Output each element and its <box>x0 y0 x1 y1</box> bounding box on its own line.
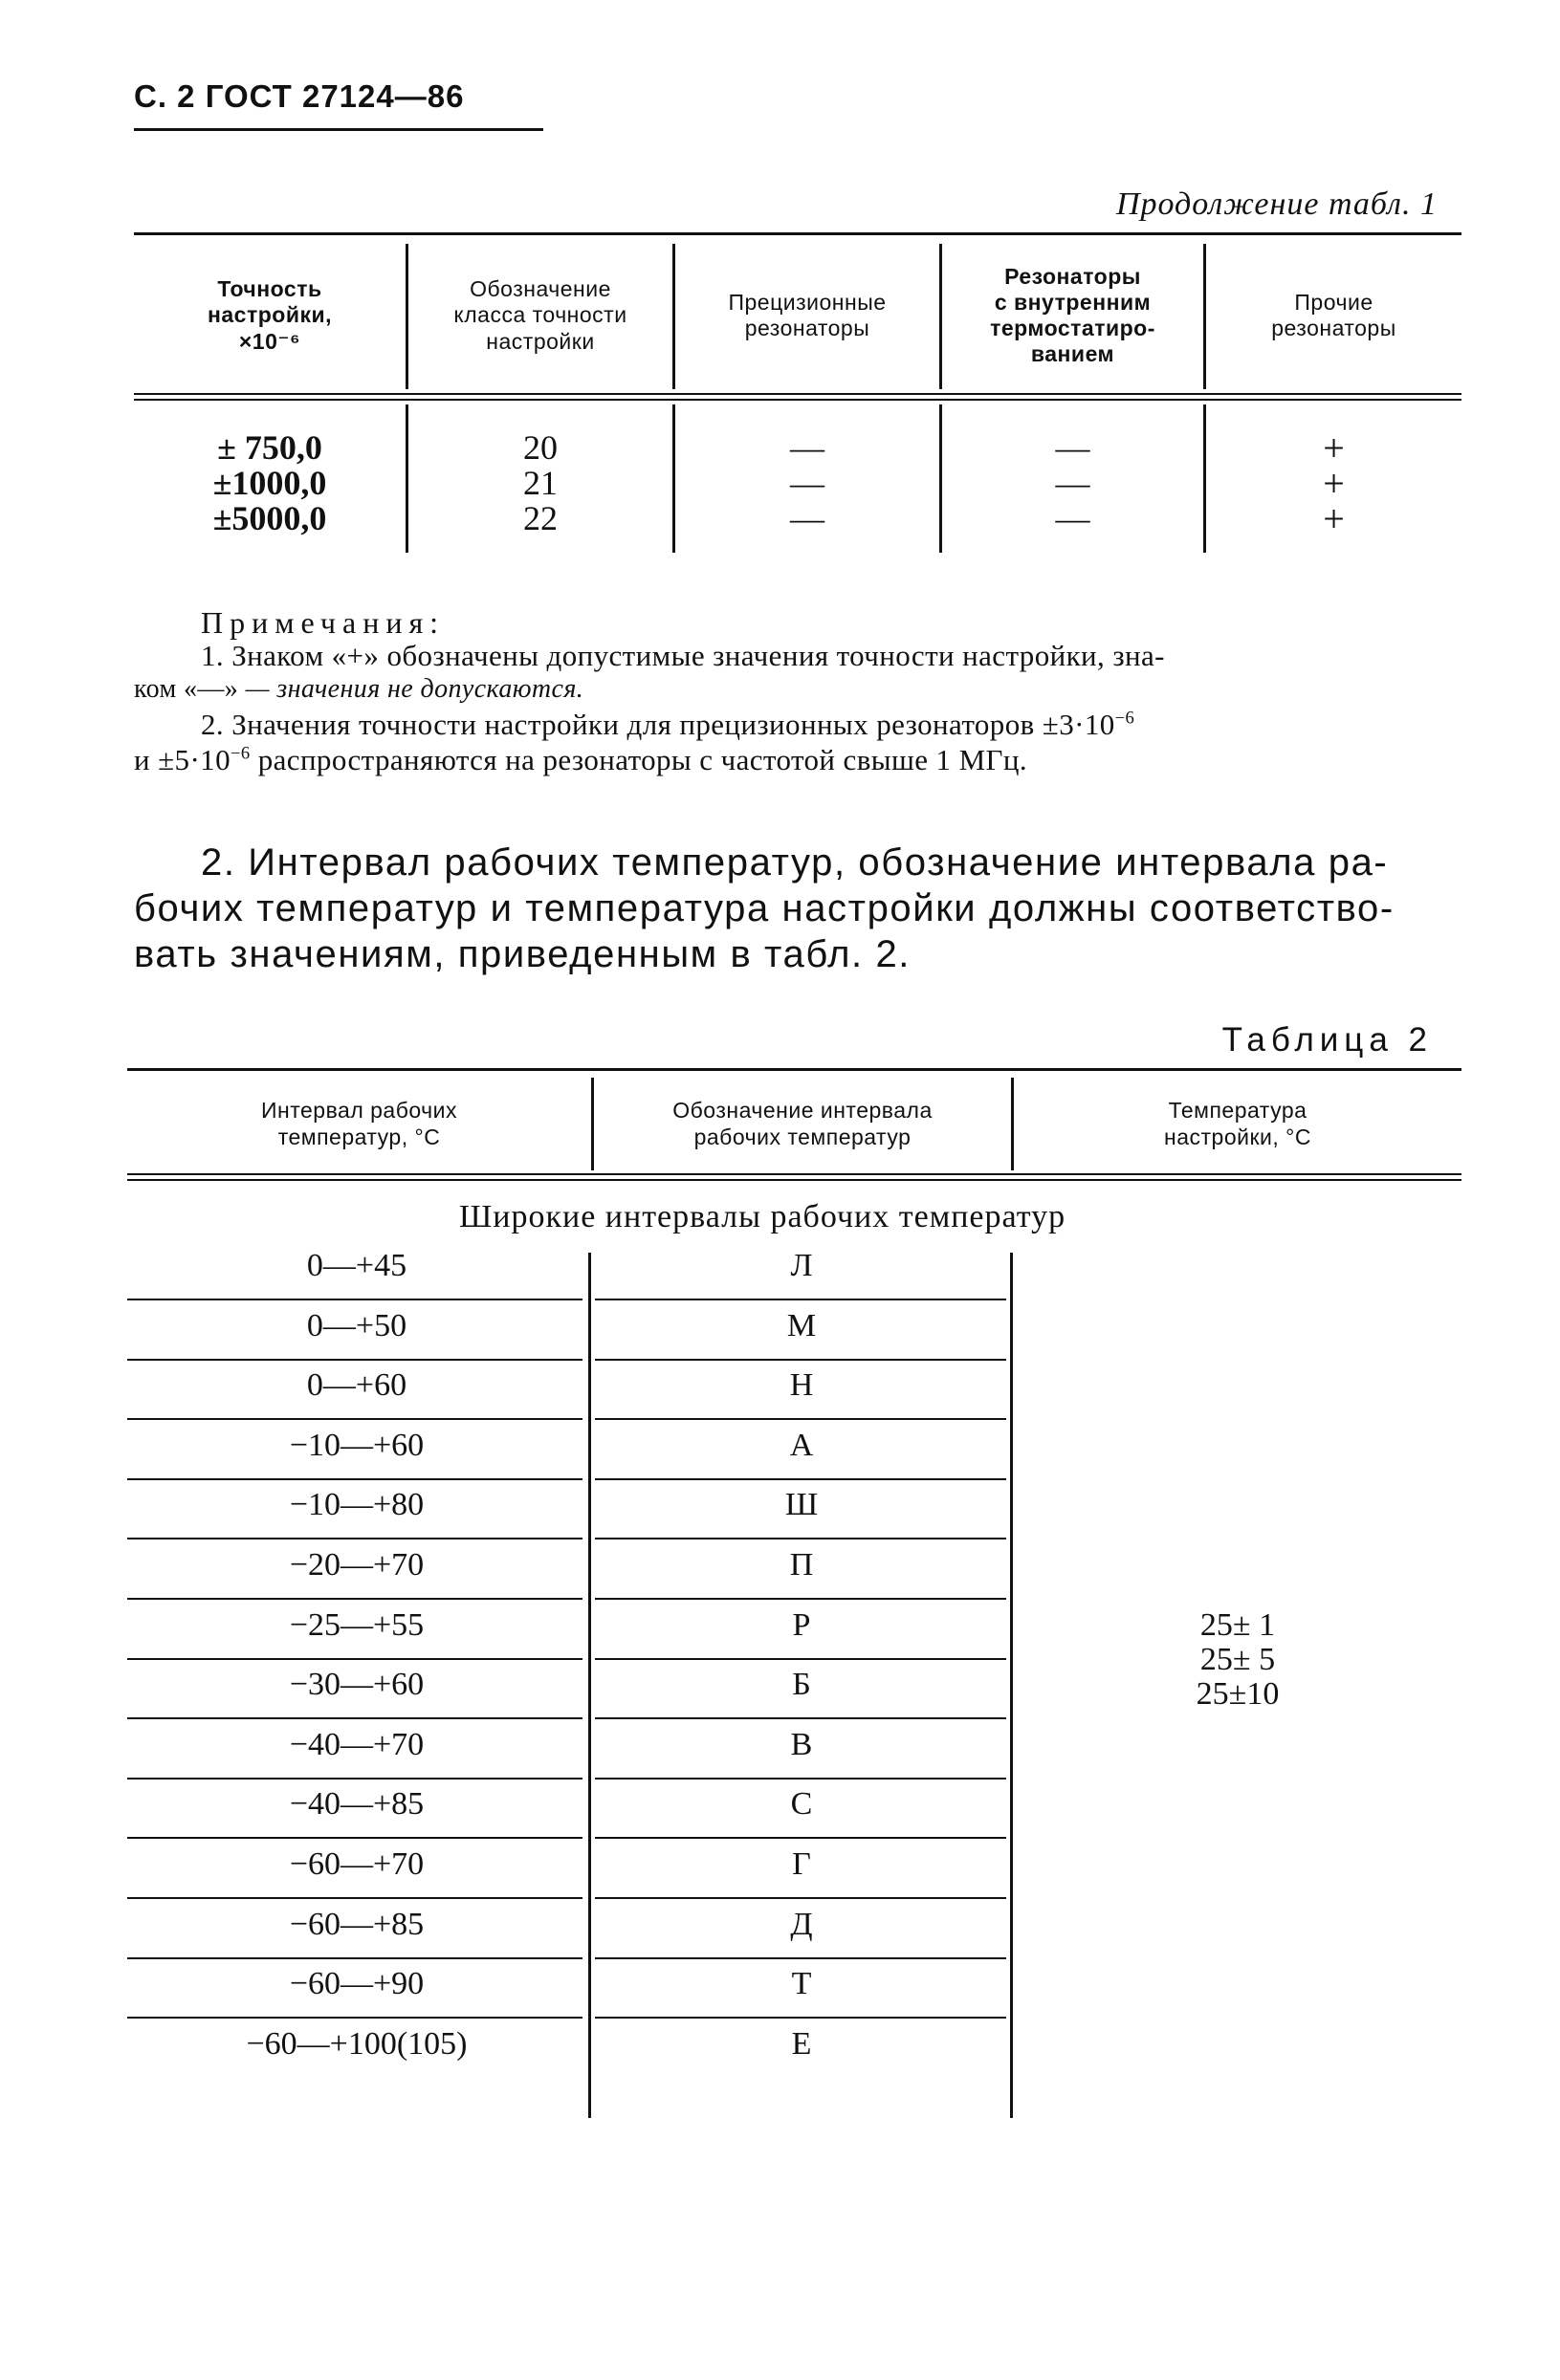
note-1-line-2: ком «—» — значения не допускаются. <box>134 674 584 704</box>
table-cell: −30—+60 <box>289 1667 425 1703</box>
table-row-separator <box>595 1598 1006 1600</box>
table1-header-rule-2 <box>134 399 1461 401</box>
table-cell: 21 <box>523 464 558 502</box>
note-1-line-1: 1. Знаком «+» обозначены допустимые значения точности настройки, зна- <box>201 639 1165 672</box>
notes-title: Примечания: <box>201 605 446 640</box>
table-cell: + <box>1323 497 1345 540</box>
table-cell: А <box>789 1427 814 1463</box>
table-cell: П <box>789 1547 814 1583</box>
table1-col-accuracy-values <box>134 430 406 536</box>
table2-col-tuning-header: Температура настройки, °С <box>1164 1098 1311 1149</box>
table1-col-thermostat-values <box>942 430 1203 536</box>
table-row-separator <box>127 1957 582 1959</box>
table-row-separator <box>595 1359 1006 1361</box>
table2-body-vline-2 <box>1010 1253 1013 2118</box>
table1-col-class-values <box>408 430 672 536</box>
table2-group-title: Широкие интервалы рабочих температур <box>459 1199 1066 1234</box>
table2-top-rule <box>127 1068 1461 1071</box>
page-header: С. 2 ГОСТ 27124—86 <box>134 78 465 114</box>
table-cell: −20—+70 <box>289 1547 425 1583</box>
table-row-separator <box>595 1538 1006 1539</box>
table-row-separator <box>127 1717 582 1719</box>
table-cell: Т <box>791 1966 812 2002</box>
table-row-separator <box>595 1299 1006 1300</box>
table1-col-other-header: Прочие резонаторы <box>1271 289 1396 340</box>
table-row-separator <box>595 1418 1006 1420</box>
table-row-separator <box>127 1359 582 1361</box>
table-cell: 20 <box>523 428 558 467</box>
table-cell: −60—+70 <box>289 1846 425 1882</box>
table-cell: 0—+45 <box>306 1248 407 1283</box>
header-rule <box>134 128 543 131</box>
table-cell: — <box>790 428 824 467</box>
table-cell: + <box>1323 462 1345 505</box>
table-cell: Г <box>792 1846 811 1882</box>
table-cell: 25± 5 <box>1199 1642 1276 1677</box>
table-cell: 0—+50 <box>306 1307 407 1343</box>
table-row-separator <box>127 1418 582 1420</box>
table-cell: М <box>786 1307 817 1343</box>
table-cell: −10—+80 <box>289 1487 425 1523</box>
table-row-separator <box>595 1717 1006 1719</box>
table-row-separator <box>127 1299 582 1300</box>
table-row-separator <box>127 2017 582 2019</box>
table2-header-rule-1 <box>127 1173 1461 1175</box>
table-cell: −60—+85 <box>289 1906 425 1942</box>
table1-continuation-label: Продолжение табл. 1 <box>1115 186 1438 222</box>
table-row-separator <box>595 1957 1006 1959</box>
table-row-separator <box>595 1658 1006 1660</box>
table1-col-other-values <box>1206 426 1461 540</box>
table1-header-rule-1 <box>134 393 1461 395</box>
table1-col-class-header: Обозначение класса точности настройки <box>453 276 627 354</box>
table-cell: −40—+85 <box>289 1786 425 1823</box>
table1-col-accuracy-header: Точность настройки, ×10⁻⁶ <box>207 276 333 354</box>
table-cell: −60—+90 <box>289 1966 425 2002</box>
table-row-separator <box>127 1598 582 1600</box>
table2-header-rule-2 <box>127 1179 1461 1181</box>
table-row-separator <box>595 1837 1006 1839</box>
paragraph-line-1: 2. Интервал рабочих температур, обозначение интервала ра- <box>201 841 1389 884</box>
table-cell: Л <box>790 1248 813 1283</box>
table1-col-precision-values <box>675 430 939 536</box>
table-cell: — <box>1055 499 1090 537</box>
table-cell: — <box>1055 464 1090 502</box>
table-row-separator <box>127 1778 582 1780</box>
table-cell: −60—+100(105) <box>246 2025 468 2062</box>
table1-top-rule <box>134 232 1461 235</box>
table-cell: −25—+55 <box>289 1606 425 1643</box>
table2-col-interval-header: Интервал рабочих температур, °С <box>260 1098 458 1149</box>
table-cell: + <box>1323 426 1345 469</box>
table-row-separator <box>127 1897 582 1899</box>
table2-col-designation-header: Обозначение интервала рабочих температур <box>672 1098 933 1149</box>
table-row-separator <box>127 1538 582 1539</box>
table-cell: — <box>790 464 824 502</box>
table-cell: 25±10 <box>1196 1676 1280 1712</box>
table-row-separator <box>127 1658 582 1660</box>
table-cell: — <box>1055 428 1090 467</box>
table-cell: ±1000,0 <box>212 464 327 502</box>
table-cell: 22 <box>523 499 558 537</box>
table-cell: Д <box>790 1906 813 1942</box>
table-row-separator <box>127 1837 582 1839</box>
table-cell: −40—+70 <box>289 1726 425 1762</box>
table-row-separator <box>595 1778 1006 1780</box>
table-cell: Ш <box>784 1487 819 1523</box>
table2-label: Таблица 2 <box>1221 1021 1433 1059</box>
table2-body-vline-1 <box>588 1253 591 2118</box>
table-cell: — <box>790 499 824 537</box>
table-cell: Е <box>791 2025 812 2062</box>
table-cell: Б <box>792 1667 811 1703</box>
note-2-line-2: $и \pm 5\cdot 10^{-6}$ распространяются на резонаторы с частотой свыше 1 МГц. <box>134 743 1028 776</box>
table-cell: Н <box>789 1367 814 1404</box>
table-cell: 25± 1 <box>1199 1607 1276 1643</box>
table-cell: В <box>790 1726 813 1762</box>
table-cell: Р <box>792 1606 811 1643</box>
table-cell: ± 750,0 <box>217 428 322 467</box>
table-row-separator <box>595 2017 1006 2019</box>
paragraph-line-3: вать значениям, приведенным в табл. 2. <box>134 933 912 975</box>
table-row-separator <box>595 1478 1006 1480</box>
table-cell: С <box>790 1786 813 1823</box>
table-row-separator <box>127 1478 582 1480</box>
table1-col-precision-header: Прецизионные резонаторы <box>728 289 887 340</box>
note-2-line-1: 2. Значения точности настройки для прецизионных резонаторов $\pm 3\cdot 10^{-6}$ <box>201 708 1135 741</box>
table2-tuning-values <box>1014 1608 1461 1712</box>
table-cell: ±5000,0 <box>212 499 327 537</box>
table-cell: 0—+60 <box>306 1367 407 1404</box>
table1-col-thermostat-header: Резонаторы с внутренним термостатиро- ванием <box>990 263 1155 367</box>
table-cell: −10—+60 <box>289 1427 425 1463</box>
table-row-separator <box>595 1897 1006 1899</box>
paragraph-line-2: бочих температур и температура настройки должны соответство- <box>134 887 1395 929</box>
